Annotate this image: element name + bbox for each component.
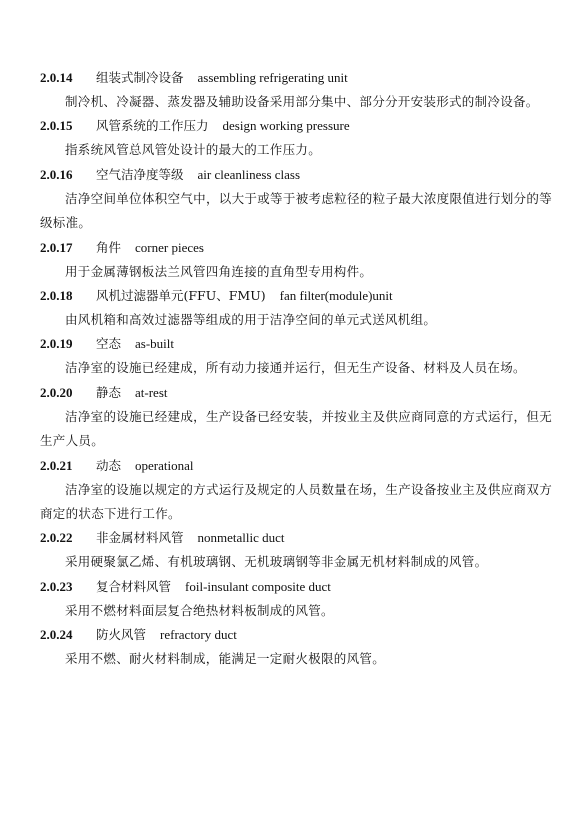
- term-english-name: refractory duct: [160, 627, 237, 643]
- term-entry: [40, 526, 552, 574]
- term-english-name: as-built: [135, 336, 175, 352]
- term-definition: 洁净室的设施以规定的方式运行及规定的人员数量在场，生产设备按业主及供应商双方商定的状态下进行工作。: [40, 481, 552, 522]
- term-heading: [40, 284, 552, 308]
- term-number: 2.0.21: [40, 457, 73, 473]
- term-number: 2.0.23: [40, 578, 73, 594]
- term-definition: 用于金属薄钢板法兰风管四角连接的直角型专用构件。: [65, 263, 373, 279]
- term-heading: [40, 332, 552, 356]
- term-heading: [40, 623, 552, 647]
- term-chinese-name: 空气洁净度等级: [96, 166, 184, 182]
- term-number: 2.0.18: [40, 288, 73, 304]
- term-heading: [40, 454, 552, 478]
- term-definition: 制冷机、冷凝器、蒸发器及辅助设备采用部分集中、部分分开安装形式的制冷设备。: [65, 94, 539, 109]
- term-chinese-name: 组装式制冷设备: [96, 70, 184, 85]
- term-definition: 采用硬聚氯乙烯、有机玻璃钢、无机玻璃钢等非金属无机材料制成的风管。: [65, 554, 488, 570]
- term-chinese-name: 风管系统的工作压力: [96, 118, 209, 134]
- term-chinese-name: 角件: [96, 239, 122, 255]
- term-heading: [40, 575, 552, 599]
- document-page: [40, 66, 552, 672]
- term-number: 2.0.19: [40, 336, 73, 352]
- term-entry: [40, 623, 552, 671]
- term-number: 2.0.20: [40, 384, 73, 400]
- term-english-name: operational: [135, 457, 194, 473]
- term-definition: 洁净室的设施已经建成，生产设备已经安装，并按业主及供应商同意的方式运行，但无生产人员。: [40, 408, 552, 449]
- term-definition: 采用不燃材料面层复合绝热材料板制成的风管。: [65, 602, 334, 618]
- term-english-name: nonmetallic duct: [197, 530, 285, 546]
- term-entry: [40, 381, 552, 454]
- term-definition: 洁净空间单位体积空气中，以大于或等于被考虑粒径的粒子最大浓度限值进行划分的等级标准。: [40, 190, 552, 231]
- term-number: 2.0.14: [40, 70, 73, 85]
- term-chinese-name: 静态: [96, 384, 122, 400]
- term-chinese-name: 非金属材料风管: [96, 530, 184, 546]
- term-entry: [40, 284, 552, 332]
- term-english-name: design working pressure: [222, 118, 350, 134]
- term-chinese-name: 动态: [96, 457, 122, 473]
- term-number: 2.0.22: [40, 530, 73, 546]
- term-chinese-name: 风机过滤器单元(FFU、FMU): [96, 288, 266, 304]
- term-english-name: foil-insulant composite duct: [185, 578, 331, 594]
- term-english-name: at-rest: [135, 384, 168, 400]
- term-heading: [40, 163, 552, 187]
- term-entry: [40, 575, 552, 623]
- term-number: 2.0.15: [40, 118, 73, 134]
- term-definition: 采用不燃、耐火材料制成，能满足一定耐火极限的风管。: [65, 651, 386, 667]
- term-entry: [40, 332, 552, 380]
- term-english-name: fan filter(module)unit: [279, 288, 393, 304]
- term-list: [40, 66, 552, 672]
- term-heading: [40, 526, 552, 550]
- term-entry: [40, 114, 552, 162]
- term-chinese-name: 防火风管: [96, 627, 147, 643]
- term-chinese-name: 空态: [96, 336, 122, 352]
- term-entry: [40, 454, 552, 527]
- term-heading: [40, 236, 552, 260]
- term-definition: 由风机箱和高效过滤器等组成的用于洁净空间的单元式送风机组。: [65, 312, 437, 328]
- term-number: 2.0.24: [40, 627, 73, 643]
- term-english-name: air cleanliness class: [197, 166, 301, 182]
- term-english-name: assembling refrigerating unit: [197, 70, 348, 85]
- term-entry: [40, 66, 552, 114]
- term-heading: [40, 114, 552, 138]
- term-chinese-name: 复合材料风管: [96, 578, 172, 594]
- term-english-name: corner pieces: [135, 239, 204, 255]
- term-entry: [40, 163, 552, 236]
- term-number: 2.0.16: [40, 166, 73, 182]
- term-heading: [40, 381, 552, 405]
- term-definition: 洁净室的设施已经建成，所有动力接通并运行，但无生产设备、材料及人员在场。: [65, 360, 526, 376]
- term-entry: [40, 236, 552, 284]
- term-heading: [40, 66, 552, 90]
- term-definition: 指系统风管总风管处设计的最大的工作压力。: [65, 142, 322, 158]
- term-number: 2.0.17: [40, 239, 73, 255]
